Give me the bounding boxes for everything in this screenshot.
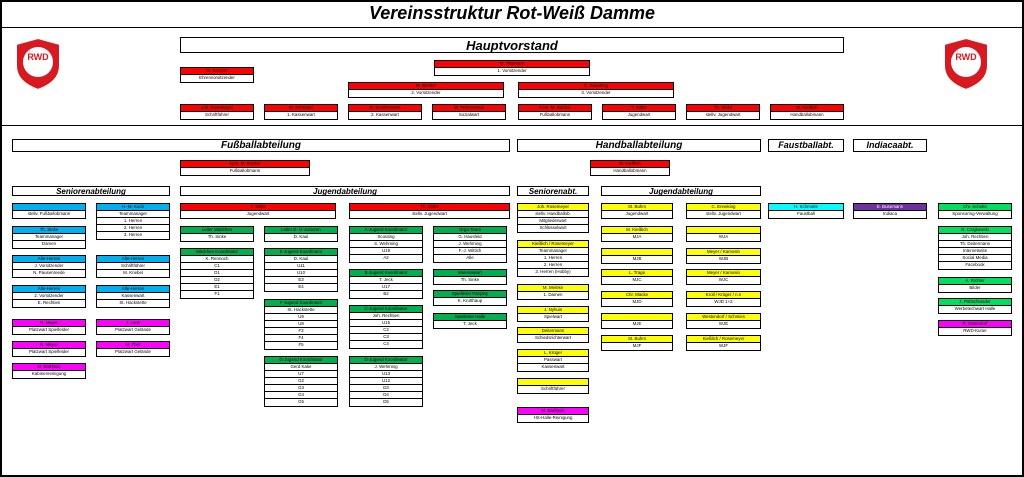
org-box-hv-kasse2 — [348, 104, 422, 120]
org-box-role: Spielwart — [543, 314, 563, 319]
header-faustball: Faustballabt. — [768, 139, 844, 152]
org-box-hv-hb — [770, 104, 844, 120]
org-box-role: U8 — [265, 321, 337, 328]
header-handball: Handballabteilung — [517, 139, 761, 152]
org-box-role: E. Rechtien — [37, 300, 61, 305]
org-box-h3 — [517, 284, 589, 300]
org-box-j11 — [433, 290, 507, 306]
org-box-role: D5 — [383, 399, 389, 404]
org-box-name: M. Bathhuis — [13, 364, 85, 371]
org-box-role: 1. Kassenwart — [287, 112, 315, 117]
org-box-hj12 — [686, 313, 761, 329]
logo-lettering: RWD — [955, 52, 977, 62]
org-box-s12 — [12, 363, 86, 379]
org-box-j2 — [264, 226, 338, 242]
org-box-name: T. Sinke — [603, 105, 675, 112]
org-box-name: A-Jugend Koordinator — [350, 227, 422, 234]
header-fussball: Fußballabteilung — [12, 139, 510, 152]
org-box-role: Schriftführer — [541, 386, 565, 391]
org-box-s5 — [96, 255, 170, 278]
org-box-role: G2 — [265, 378, 337, 385]
org-box-name: D-Jugend Koordinator — [350, 357, 422, 364]
org-box-j10 — [349, 305, 423, 349]
org-box-role: Mitgliederwart — [518, 218, 588, 225]
org-box-role: Faustball — [797, 211, 815, 216]
org-box-j12 — [433, 313, 507, 329]
org-box-name: A. Richter — [939, 278, 1011, 285]
org-box-name — [13, 204, 85, 211]
org-box-name: Kießlich / Rosemeyer — [518, 241, 588, 248]
org-box-j8 — [433, 269, 507, 285]
org-box-name: N. Meyer — [13, 342, 85, 349]
org-box-role: HS-Halle-Reinigung — [533, 415, 573, 420]
org-box-role: Kassenwart — [541, 364, 565, 369]
org-box-hj9 — [601, 291, 673, 307]
org-box-role: Th. Sinke — [207, 234, 227, 239]
org-box-x3 — [938, 277, 1012, 293]
org-box-j5 — [180, 248, 254, 299]
org-box-role: T. Jeck — [463, 321, 477, 326]
org-box-role: U13 — [350, 371, 422, 378]
org-box-name: H. Schmutte — [769, 204, 843, 211]
org-box-role: Alle — [466, 255, 474, 260]
org-box-j-wart — [180, 203, 336, 219]
org-box-name: M. Bunker — [349, 83, 503, 90]
org-box-name: M. Meinke — [518, 285, 588, 292]
org-box-role: MJB — [632, 256, 642, 261]
org-box-role: Jugendwart — [627, 112, 651, 117]
org-box-role: F4 — [265, 335, 337, 342]
org-box-h7 — [517, 378, 589, 394]
org-box-role: MJC — [632, 277, 642, 282]
org-box-s7 — [96, 285, 170, 308]
header-hb-jugend: Jugendabteilung — [601, 186, 761, 196]
org-box-role: stellv. Jugendwart — [706, 211, 741, 216]
org-box-role: MJF — [632, 343, 642, 348]
org-box-name: Westendorf / Schmies — [687, 314, 760, 321]
org-box-name — [687, 227, 760, 234]
org-box-role: Th. Deitermann — [939, 241, 1011, 248]
org-box-name: M. Kießlich — [771, 105, 843, 112]
header-senioren: Seniorenabteilung — [12, 186, 170, 196]
org-box-role: D1 — [181, 270, 253, 277]
org-box-name: M. Kießlich — [591, 161, 669, 168]
org-box-name: M. Peterwessel — [433, 105, 505, 112]
org-box-name: L. Trage — [602, 270, 672, 277]
org-box-name: F-Jugend Koordinator — [265, 300, 337, 307]
org-box-name: M. Kießlich — [602, 227, 672, 234]
org-box-name — [518, 379, 588, 386]
org-box-role: U15 — [350, 320, 422, 327]
org-box-name: Alte-Herren — [13, 256, 85, 263]
org-box-name: Th. Sinke — [687, 105, 759, 112]
org-box-j3 — [349, 226, 423, 263]
org-box-hb-obmann — [590, 160, 670, 176]
org-box-role: G4 — [265, 392, 337, 399]
org-box-role: F.-J. Wittich — [434, 248, 506, 255]
org-box-name: L. Krüger — [518, 350, 588, 357]
org-box-role: Bilder — [969, 285, 981, 290]
org-box-j13 — [264, 356, 338, 407]
org-box-hv-vors3 — [518, 82, 674, 98]
org-box-hj8 — [686, 269, 761, 285]
org-box-name: C. Enneking — [519, 83, 673, 90]
org-box-role: 3. Herren — [123, 232, 143, 237]
org-box-role: U11 — [265, 263, 337, 270]
org-box-name: Kroll / Krüger / n.n — [687, 292, 760, 299]
org-box-role: Kabinenreinigung — [31, 371, 67, 376]
org-box-role: N. Pausenreede — [33, 270, 65, 275]
org-box-s6 — [12, 285, 86, 308]
org-box-name: Deitermann — [518, 328, 588, 335]
org-box-name: T. Sinke — [181, 204, 335, 211]
org-box-role: S. Wehming — [350, 241, 422, 248]
org-box-hv-sozial — [432, 104, 506, 120]
org-box-name: J. Lenz — [97, 320, 169, 327]
org-box-name — [602, 314, 672, 321]
org-box-j6 — [264, 248, 338, 292]
org-box-hv-stjugend — [686, 104, 760, 120]
org-box-role: C2 — [350, 327, 422, 334]
club-logo-right — [938, 36, 994, 92]
org-box-s8 — [12, 319, 86, 335]
org-box-hj11 — [601, 313, 673, 329]
org-box-name: Kom. M. Bunker — [519, 105, 591, 112]
org-box-role: WJD 1+2 — [714, 299, 733, 304]
org-box-hv-kasse1 — [264, 104, 338, 120]
org-box-role: Handballobmann — [790, 112, 824, 117]
org-box-s9 — [96, 319, 170, 335]
org-box-h4 — [517, 306, 589, 322]
org-box-role: Platzwart Spielfelder — [28, 327, 70, 332]
org-box-hj2 — [686, 203, 761, 219]
org-box-name: M. Schröder — [265, 105, 337, 112]
org-box-h1 — [517, 203, 589, 233]
org-box-role: E4 — [298, 284, 304, 289]
org-box-role: E3 — [265, 277, 337, 284]
org-box-role: Platzwart Spielfelder — [28, 349, 70, 354]
org-box-name: B-Jugend Koordinator — [350, 270, 422, 277]
org-box-hj6 — [686, 248, 761, 264]
org-box-role: M. Knebel — [123, 270, 143, 275]
org-box-role: 2. Herren — [518, 262, 588, 269]
org-box-name: M. Bathhuis — [518, 408, 588, 415]
org-box-role: stellv. Fußballobmann — [27, 211, 71, 216]
divider — [0, 27, 1024, 28]
org-box-role: F3 — [265, 328, 337, 335]
org-box-role: Joh. Rechtien — [939, 234, 1011, 241]
org-box-hj4 — [686, 226, 761, 242]
org-box-role: Damen — [41, 241, 57, 246]
org-box-role: Ehrenvorsitzender — [199, 75, 235, 80]
org-box-role: A2 — [383, 255, 389, 260]
org-box-role: Jugendwart — [625, 211, 649, 216]
org-box-role: Werbetechwart Halle — [954, 306, 996, 311]
org-box-name: N. Czajkowski — [939, 227, 1011, 234]
org-box-role: B2 — [383, 291, 389, 296]
org-box-x2 — [938, 226, 1012, 270]
org-box-j1 — [180, 226, 254, 242]
org-box-j4 — [433, 226, 507, 263]
org-box-name: Chr. Schulte — [939, 204, 1011, 211]
org-box-name: Kießlich / Rosemeyer — [687, 336, 760, 343]
org-box-role: D2 — [181, 277, 253, 284]
org-box-name: C-Jugend Koordinator — [350, 306, 422, 313]
org-box-name: Orga-Team — [434, 227, 506, 234]
divider — [0, 125, 1024, 126]
org-box-x4 — [938, 298, 1012, 314]
org-box-role: J. Vorsitzender — [13, 263, 85, 270]
org-box-role: Teammanager — [97, 211, 169, 218]
org-box-hj5 — [601, 248, 673, 264]
org-box-role: stellv. Handballob. — [518, 211, 588, 218]
org-box-name: Meyer / Kamosin — [687, 270, 760, 277]
org-box-x5 — [938, 320, 1012, 336]
org-box-hj7 — [601, 269, 673, 285]
org-box-role: U10 — [265, 270, 337, 277]
org-box-role: 2. Vorsitzender — [13, 293, 85, 300]
org-box-name: W. Kemper — [181, 68, 253, 75]
org-box-hv-vors1 — [434, 60, 590, 76]
org-box-name: H.-M. Koch — [97, 204, 169, 211]
org-box-name: Chr. Macke — [602, 292, 672, 299]
header-jugend: Jugendabteilung — [180, 186, 510, 196]
org-box-role: Schriftführer — [97, 263, 169, 270]
org-box-name: Joh. Rosemeyer — [518, 204, 588, 211]
org-box-hv-fb — [518, 104, 592, 120]
org-box-j-stwart — [349, 203, 510, 219]
org-box-role: Schiedsrichterwart — [534, 335, 572, 340]
org-box-name: Spielleiter Halle — [434, 314, 506, 321]
org-box-role: E1 — [181, 284, 253, 291]
org-box-name: C. Enneking — [687, 204, 760, 211]
org-box-role: 3. Herren (Hobby) — [535, 269, 571, 274]
org-box-role: Scouting — [350, 234, 422, 241]
org-box-hj10 — [686, 291, 761, 307]
org-box-role: 1. Vorsitzender — [497, 68, 527, 73]
org-box-role: Schlüsselwart — [539, 225, 567, 230]
org-box-s3 — [12, 226, 86, 249]
org-box-name: Th. Sinke — [350, 204, 509, 211]
org-box-role: 2. Kassenwart — [371, 112, 399, 117]
org-box-hj1 — [601, 203, 673, 219]
org-box-role: D3 — [350, 385, 422, 392]
org-box-role: G5 — [298, 399, 304, 404]
org-box-role: Indiaca — [882, 211, 898, 216]
org-box-s11 — [96, 341, 170, 357]
org-box-role: 2. Herren — [97, 225, 169, 232]
org-box-name: J. Nyhuis — [518, 307, 588, 314]
org-box-h8 — [517, 407, 589, 423]
org-box-s10 — [12, 341, 86, 357]
org-box-s2 — [96, 203, 170, 240]
org-box-role: J. Wehming — [350, 364, 422, 371]
org-box-j7 — [349, 269, 423, 299]
org-box-x1 — [938, 203, 1012, 219]
org-box-role: J. Wehming — [434, 241, 506, 248]
org-box-role: stellv. Jugendwart — [705, 112, 741, 117]
org-box-name: Alte-Herren — [97, 256, 169, 263]
org-box-hv-ehren — [180, 67, 254, 83]
org-box-role: WJA — [718, 234, 729, 239]
org-box-role: D4 — [350, 392, 422, 399]
org-box-fb-obmann — [180, 160, 310, 176]
org-box-role: Th. Sinke — [460, 277, 480, 282]
org-box-role: Platzwart Gelände — [115, 349, 151, 354]
org-box-role: MJE — [632, 321, 642, 326]
org-box-name: E. Busemann — [854, 204, 926, 211]
page-title: Vereinsstruktur Rot-Weiß Damme — [368, 3, 656, 23]
org-box-hv-jugend — [602, 104, 676, 120]
org-box-role: Teammanager — [518, 248, 588, 255]
org-box-role: MJA — [632, 234, 642, 239]
org-box-role: C3 — [350, 334, 422, 341]
org-box-h2 — [517, 240, 589, 277]
org-box-indiaca — [853, 203, 927, 219]
org-box-role: Gerd Kake — [265, 364, 337, 371]
org-box-name: G-Jugend Koordinator — [265, 357, 337, 364]
org-box-name: Leiter Mädchen — [181, 227, 253, 234]
org-box-role: St. Hackstette — [265, 307, 337, 314]
org-box-name: Mädchen Koordinator — [181, 249, 253, 256]
org-box-role: U17 — [350, 284, 422, 291]
org-box-role: Teammanager — [13, 234, 85, 241]
org-box-role: WJC — [718, 277, 729, 282]
org-box-role: WJB — [718, 256, 729, 261]
org-box-name: J. Püttschneider — [939, 299, 1011, 306]
org-box-role: 2. Vorsitzender — [411, 90, 441, 95]
org-box-role: Joh. Rechtien — [350, 313, 422, 320]
org-box-h6 — [517, 349, 589, 372]
org-box-j9 — [264, 299, 338, 350]
org-box-role: F5 — [298, 342, 304, 347]
org-box-role: K. Rennoch — [181, 256, 253, 263]
org-box-role: Internetseite — [939, 248, 1011, 255]
org-box-faust — [768, 203, 844, 219]
org-box-hj13 — [601, 335, 673, 351]
org-box-role: C4 — [383, 341, 389, 346]
org-box-role: 1. Herren — [518, 255, 588, 262]
org-box-role: WJF — [718, 343, 729, 348]
org-box-name: Alte-Herren — [13, 286, 85, 293]
org-box-role: U9 — [265, 314, 337, 321]
org-box-role: Platzwart Gelände — [115, 327, 151, 332]
org-box-role: Social Media — [939, 255, 1011, 262]
org-box-role: U12 — [350, 378, 422, 385]
org-box-name: St. Buhrs — [602, 336, 672, 343]
club-logo-left — [10, 36, 66, 92]
org-box-role: G3 — [265, 385, 337, 392]
org-box-name: St. Buhrs — [602, 204, 672, 211]
org-box-name: Kom. M. Bunker — [181, 161, 309, 168]
org-box-name: Spielleiter Fairplay — [434, 291, 506, 298]
org-box-name: E-Jugend Koordinator — [265, 249, 337, 256]
header-hauptvorstand: Hauptvorstand — [180, 37, 844, 53]
org-box-name: R. Ostendorf — [939, 321, 1011, 328]
org-box-role: D. Kaul — [265, 256, 337, 263]
org-box-name: G. Sandermann — [349, 105, 421, 112]
logo-lettering: RWD — [27, 52, 49, 62]
org-box-role: 1. Damen — [543, 292, 563, 297]
org-box-hv-schrift — [180, 104, 254, 120]
org-box-name: Joh. Rosemeyer — [181, 105, 253, 112]
org-box-s4 — [12, 255, 86, 278]
org-box-role: D. Kaul — [293, 234, 309, 239]
org-box-role: Handballobmann — [613, 168, 647, 173]
org-box-role: RWD-Kurier — [963, 328, 987, 333]
org-box-h5 — [517, 327, 589, 343]
org-box-name: M. Ther — [97, 342, 169, 349]
org-box-role: C1 — [181, 263, 253, 270]
org-box-role: 1. Herren — [97, 218, 169, 225]
org-box-role: WJE — [718, 321, 729, 326]
org-box-role: U7 — [265, 371, 337, 378]
org-box-name: Materialwart — [434, 270, 506, 277]
org-box-name — [602, 249, 672, 256]
org-box-role: 3. Vorsitzender — [581, 90, 611, 95]
org-box-role: Fußballobmann — [539, 112, 571, 117]
org-box-name: Leiter E- G-Junioren — [265, 227, 337, 234]
org-box-role: T. Jeck — [350, 277, 422, 284]
org-box-role: MJD — [632, 299, 642, 304]
org-box-role: Jugendwart — [246, 211, 270, 216]
org-box-name: Alte-Herren — [97, 286, 169, 293]
org-box-name: N. Meyer — [13, 320, 85, 327]
org-box-name: M. Thamann — [435, 61, 589, 68]
org-box-role: Fußballobmann — [229, 168, 261, 173]
org-box-role: Facebook — [965, 262, 985, 267]
org-box-role: Kassenwart — [97, 293, 169, 300]
org-box-role: Sponsoring-Verwaltung — [952, 211, 998, 216]
org-box-hj14 — [686, 335, 761, 351]
org-box-role: F1 — [214, 291, 220, 296]
org-box-role: K. Krutthaup — [457, 298, 483, 303]
org-box-role: G. Hausfeld — [434, 234, 506, 241]
org-box-hv-vors2 — [348, 82, 504, 98]
org-box-s1 — [12, 203, 86, 219]
org-box-name: Th. Sinke — [13, 227, 85, 234]
org-box-role: stellv. Jugendwart — [412, 211, 447, 216]
org-box-role: St. Hackstette — [119, 300, 147, 305]
org-box-hj3 — [601, 226, 673, 242]
org-box-role: Schriftführer — [205, 112, 229, 117]
org-box-role: Sozialwart — [458, 112, 480, 117]
header-hb-senioren: Seniorenabt. — [517, 186, 589, 196]
org-box-role: U19 — [350, 248, 422, 255]
org-box-name: Meyer / Kamosin — [687, 249, 760, 256]
header-indiaca: Indiacaabt. — [853, 139, 927, 152]
org-box-j14 — [349, 356, 423, 407]
org-box-role: Passwart — [518, 357, 588, 364]
